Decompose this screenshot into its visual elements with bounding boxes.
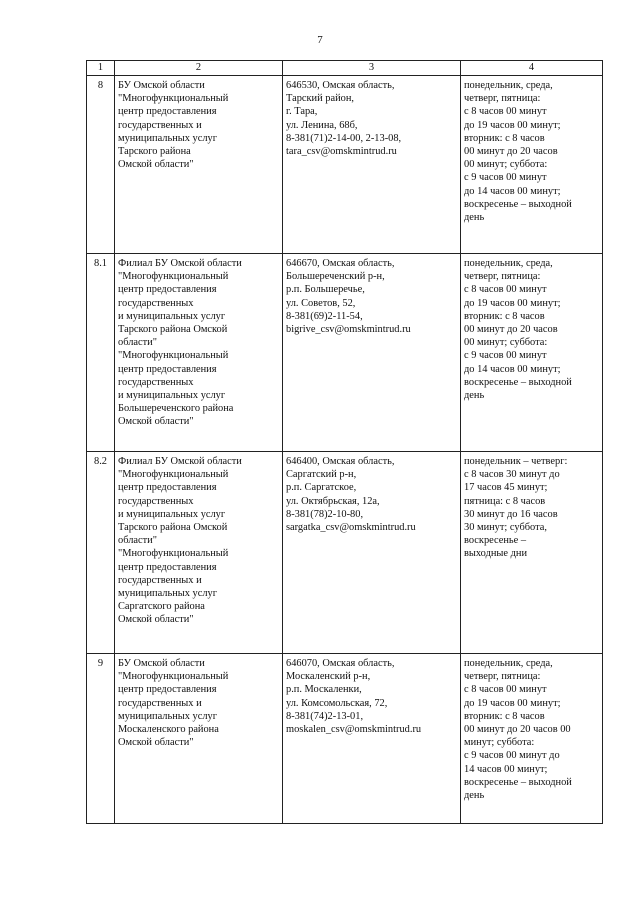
address-line: 8-381(74)2-13-01, (286, 710, 364, 722)
address-line: 8-381(71)2-14-00, 2-13-08, (286, 132, 402, 144)
name-line: области" (118, 535, 157, 547)
schedule-line: с 9 часов 00 минут (464, 350, 547, 362)
schedule-cell (461, 452, 603, 654)
table-header-row (87, 61, 603, 76)
schedule-line: до 19 часов 00 минут; (464, 697, 561, 709)
schedule-line: понедельник, среда, (464, 258, 553, 269)
name-line: центр предоставления (118, 363, 217, 375)
organization-name-cell (115, 654, 283, 824)
name-line: "Многофункциональный (118, 271, 229, 283)
address-line: Тарский район, (286, 93, 354, 105)
address-cell (283, 452, 461, 654)
column-header: 2 (115, 61, 283, 76)
name-line: государственных (118, 376, 194, 388)
address-cell (283, 254, 461, 452)
organization-name-cell (115, 452, 283, 654)
name-line: Филиал БУ Омской области (118, 456, 242, 467)
name-line: БУ Омской области (118, 80, 205, 91)
schedule-line: минут; суббота: (464, 737, 535, 749)
address-line: sargatka_csv@omskmintrud.ru (286, 522, 416, 534)
name-line: государственных (118, 495, 194, 507)
schedule-line: четверг, пятница: (464, 671, 541, 683)
schedule-cell (461, 254, 603, 452)
schedule-line: 17 часов 45 минут; (464, 482, 548, 494)
table-row (87, 254, 603, 452)
schedule-line: с 8 часов 00 минут (464, 106, 547, 118)
name-line: муниципальных услуг (118, 588, 217, 600)
schedule-line: пятница: с 8 часов (464, 495, 546, 507)
schedule-line: с 9 часов 00 минут до (464, 750, 560, 762)
schedule-line: с 8 часов 30 минут до (464, 469, 560, 481)
name-line: государственных и (118, 574, 202, 586)
address-line: 8-381(78)2-10-80, (286, 508, 364, 520)
name-line: Филиал БУ Омской области (118, 258, 242, 269)
name-line: Москаленского района (118, 724, 219, 736)
mfc-offices-table (86, 60, 603, 824)
schedule-line: четверг, пятница: (464, 93, 541, 105)
schedule-line: вторник: с 8 часов (464, 132, 545, 144)
page-number: 7 (317, 34, 323, 46)
name-line: Омской области" (118, 614, 194, 626)
name-line: центр предоставления (118, 684, 217, 696)
address-line: р.п. Москаленки, (286, 684, 362, 696)
name-line: "Многофункциональный (118, 469, 229, 481)
row-number: 8.1 (87, 254, 115, 452)
table-row (87, 452, 603, 654)
address-line: moskalen_csv@omskmintrud.ru (286, 724, 422, 736)
schedule-line: 00 минут; суббота: (464, 337, 548, 349)
name-line: центр предоставления (118, 106, 217, 118)
name-line: и муниципальных услуг (118, 390, 226, 402)
schedule-line: вторник: с 8 часов (464, 710, 545, 722)
name-line: "Многофункциональный (118, 548, 229, 560)
name-line: центр предоставления (118, 482, 217, 494)
schedule-line: выходные дни (464, 548, 528, 560)
schedule-line: воскресенье – выходной (464, 198, 572, 210)
schedule-line: понедельник, среда, (464, 658, 553, 669)
name-line: Омской области" (118, 416, 194, 428)
name-line: государственных и (118, 697, 202, 709)
name-line: центр предоставления (118, 561, 217, 573)
schedule-line: 00 минут; суббота: (464, 159, 548, 171)
row-number: 8.2 (87, 452, 115, 654)
schedule-line: воскресенье – (464, 535, 527, 547)
name-line: Саргатского района (118, 601, 205, 613)
organization-name-cell (115, 76, 283, 254)
name-line: "Многофункциональный (118, 93, 229, 105)
address-line: bigrive_csv@omskmintrud.ru (286, 324, 411, 336)
schedule-line: воскресенье – выходной (464, 776, 572, 788)
column-header: 3 (283, 61, 461, 76)
schedule-line: четверг, пятница: (464, 271, 541, 283)
address-line: tara_csv@omskmintrud.ru (286, 146, 397, 158)
table-row (87, 76, 603, 254)
schedule-line: с 9 часов 00 минут (464, 172, 547, 184)
schedule-line: день (464, 390, 485, 402)
address-cell (283, 76, 461, 254)
name-line: области" (118, 337, 157, 349)
address-line: Москаленский р-н, (286, 671, 371, 683)
schedule-line: до 14 часов 00 минут; (464, 185, 561, 197)
name-line: государственных (118, 297, 194, 309)
name-line: муниципальных услуг (118, 132, 217, 144)
name-line: Большереченского района (118, 403, 234, 415)
name-line: центр предоставления (118, 284, 217, 296)
name-line: и муниципальных услуг (118, 508, 226, 520)
schedule-line: до 19 часов 00 минут; (464, 297, 561, 309)
schedule-line: воскресенье – выходной (464, 376, 572, 388)
name-line: Тарского района Омской (118, 522, 228, 534)
schedule-line: 00 минут до 20 часов (464, 146, 558, 158)
schedule-line: с 8 часов 00 минут (464, 284, 547, 296)
address-line: ул. Ленина, 68б, (286, 119, 358, 131)
schedule-line: день (464, 212, 485, 224)
row-number: 8 (87, 76, 115, 254)
address-line: ул. Советов, 52, (286, 297, 356, 309)
schedule-line: понедельник, среда, (464, 80, 553, 91)
address-line: Саргатский р-н, (286, 469, 357, 481)
address-line: ул. Октябрьская, 12а, (286, 495, 380, 507)
name-line: Тарского района (118, 146, 191, 158)
schedule-line: до 19 часов 00 минут; (464, 119, 561, 131)
address-line: р.п. Саргатское, (286, 482, 357, 494)
address-line: Большереченский р-н, (286, 271, 385, 283)
schedule-line: 30 минут до 16 часов (464, 508, 558, 520)
schedule-line: понедельник – четверг: (464, 456, 568, 467)
name-line: Тарского района Омской (118, 324, 228, 336)
schedule-line: вторник: с 8 часов (464, 310, 545, 322)
schedule-line: с 8 часов 00 минут (464, 684, 547, 696)
address-line: р.п. Большеречье, (286, 284, 365, 296)
name-line: муниципальных услуг (118, 710, 217, 722)
table-row (87, 654, 603, 824)
address-line: 8-381(69)2-11-54, (286, 310, 363, 322)
name-line: БУ Омской области (118, 658, 205, 669)
schedule-cell (461, 654, 603, 824)
schedule-line: 00 минут до 20 часов 00 (464, 724, 571, 736)
organization-name-cell (115, 254, 283, 452)
column-header: 1 (87, 61, 115, 76)
address-line: ул. Комсомольская, 72, (286, 697, 388, 709)
name-line: "Многофункциональный (118, 671, 229, 683)
schedule-line: 14 часов 00 минут; (464, 763, 548, 775)
schedule-line: до 14 часов 00 минут; (464, 363, 561, 375)
address-line: 646530, Омская область, (286, 80, 395, 91)
schedule-cell (461, 76, 603, 254)
name-line: Омской области" (118, 737, 194, 749)
schedule-line: день (464, 790, 485, 802)
address-line: 646070, Омская область, (286, 658, 395, 669)
row-number: 9 (87, 654, 115, 824)
address-cell (283, 654, 461, 824)
name-line: и муниципальных услуг (118, 310, 226, 322)
address-line: 646400, Омская область, (286, 456, 395, 467)
schedule-line: 30 минут; суббота, (464, 522, 547, 534)
name-line: государственных и (118, 119, 202, 131)
address-line: г. Тара, (286, 106, 318, 118)
name-line: "Многофункциональный (118, 350, 229, 362)
address-line: 646670, Омская область, (286, 258, 395, 269)
schedule-line: 00 минут до 20 часов (464, 324, 558, 336)
column-header: 4 (461, 61, 603, 76)
name-line: Омской области" (118, 159, 194, 171)
